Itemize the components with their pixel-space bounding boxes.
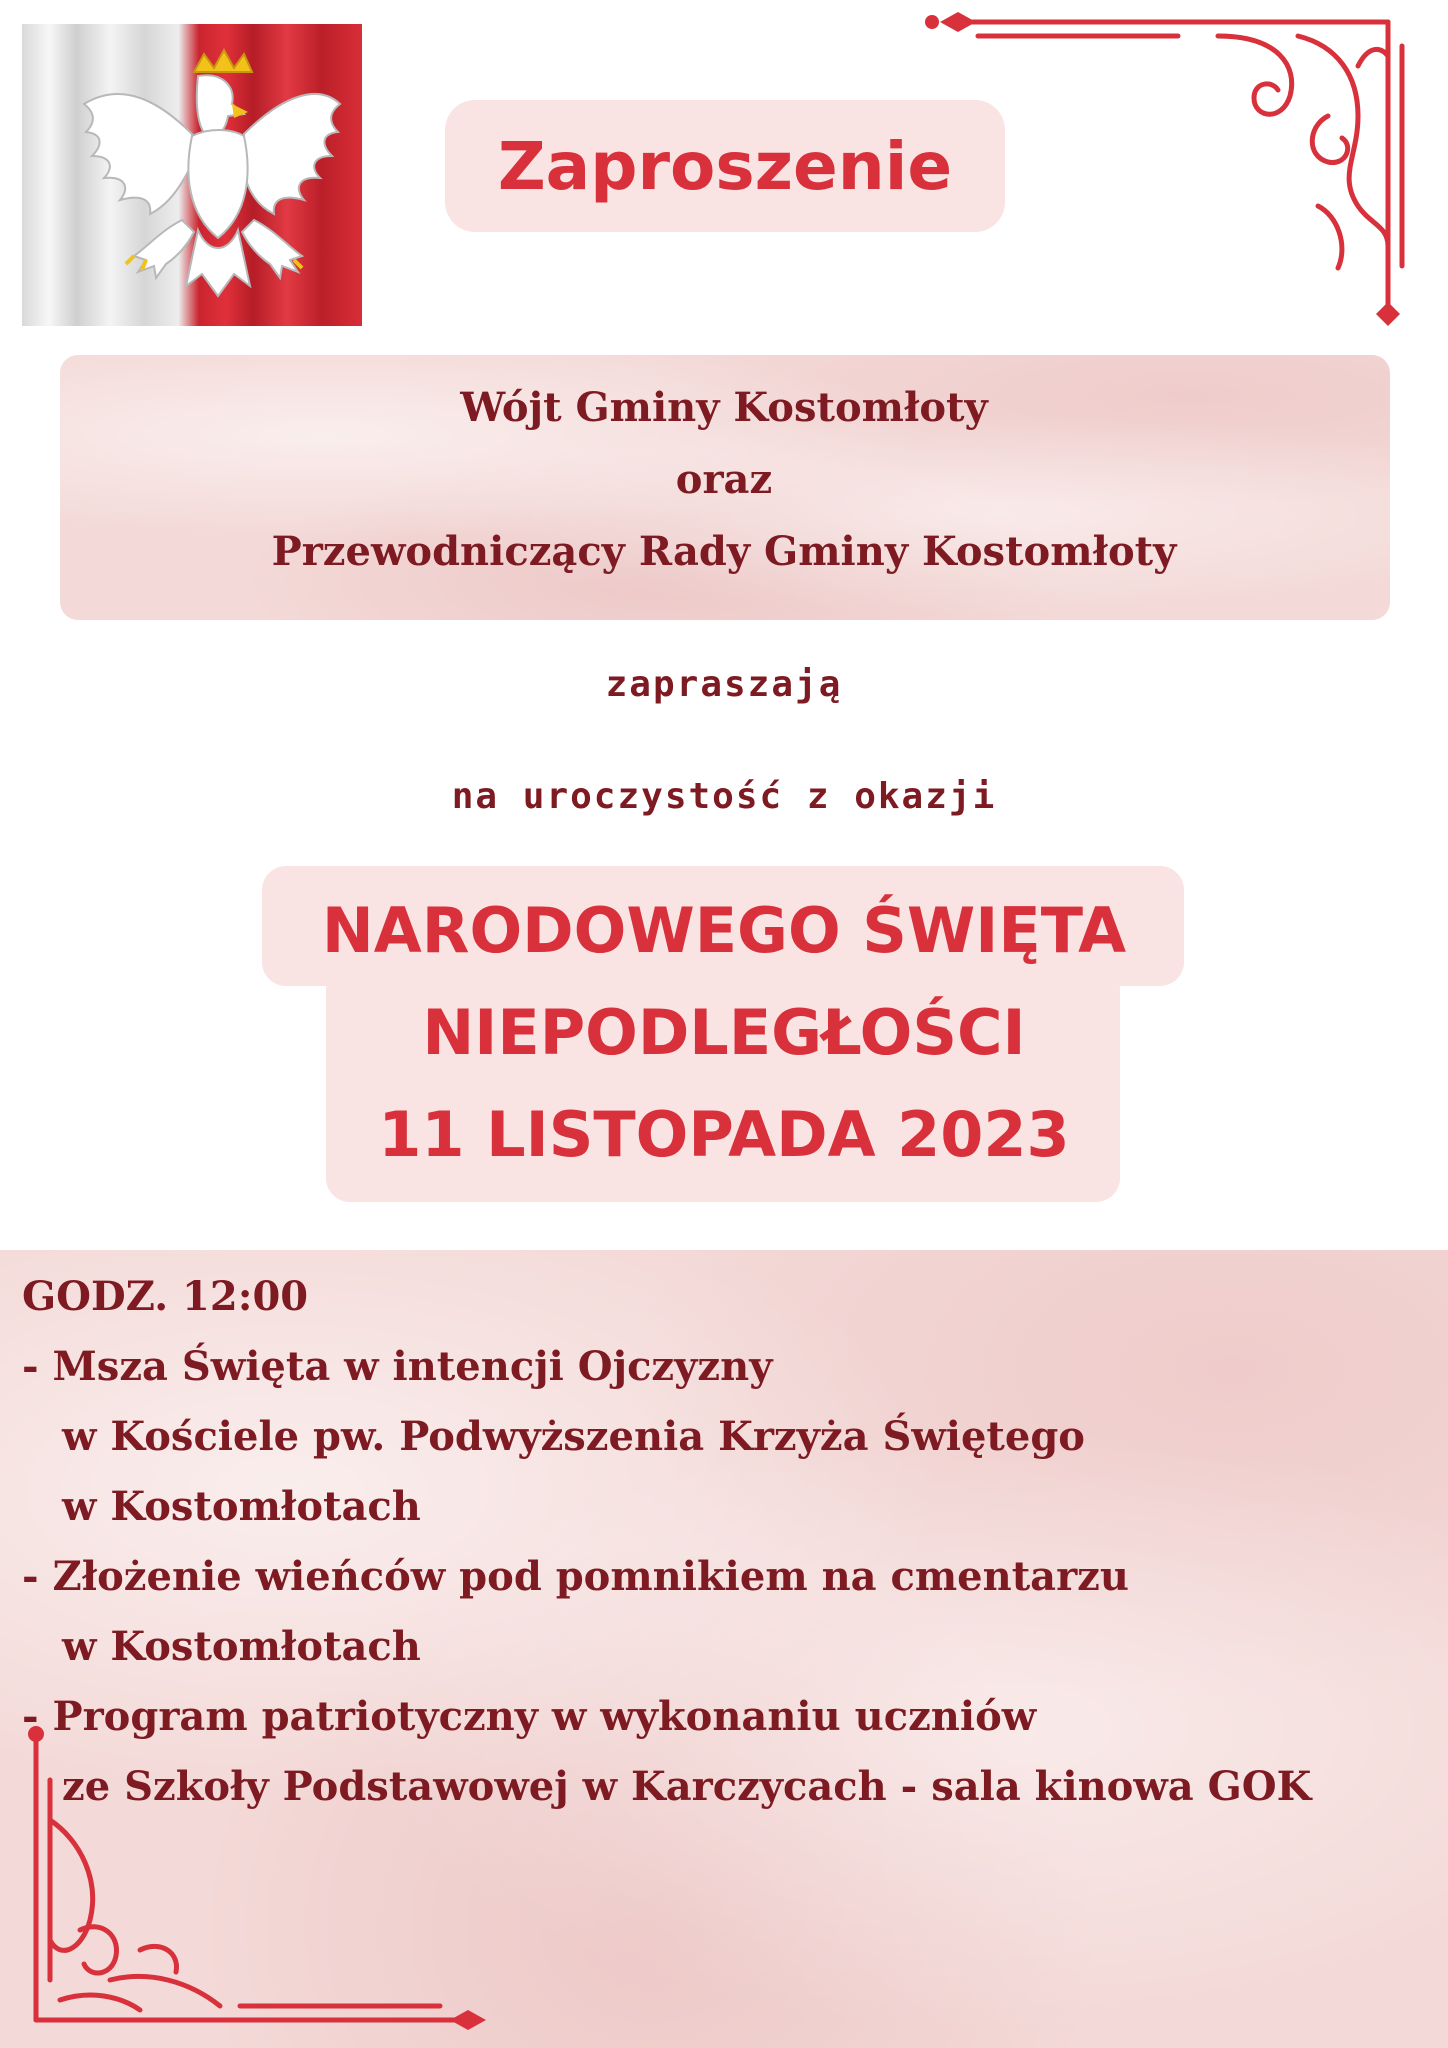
title-badge: [445, 100, 1005, 232]
event-headline: [0, 880, 1448, 1186]
program-item-mass-location: w Kościele pw. Podwyższenia Krzyża Świętego: [62, 1413, 1085, 1460]
program-time: GODZ. 12:00: [22, 1273, 309, 1320]
program-item-wreaths: - Złożenie wieńców pod pomnikiem na cmentarzu: [22, 1553, 1129, 1600]
headline-line-2: NIEPODLEGŁOŚCI: [422, 996, 1026, 1069]
headline-line-1: NARODOWEGO ŚWIĘTA: [321, 894, 1127, 967]
program-item-mass-town: w Kostomłotach: [62, 1483, 421, 1530]
program-item-wreaths-town: w Kostomłotach: [62, 1623, 421, 1670]
invite-occasion: na uroczystość z okazji: [451, 776, 997, 817]
host-line-mayor: Wójt Gminy Kostomłoty: [460, 384, 988, 431]
headline-date: 11 LISTOPADA 2023: [378, 1098, 1070, 1171]
program-item-mass: - Msza Święta w intencji Ojczyzny: [22, 1343, 773, 1390]
host-line-conjunction: oraz: [675, 456, 773, 503]
program-item-patriotic-show: - Program patriotyczny w wykonaniu uczniów: [22, 1693, 1037, 1740]
event-program: [22, 1262, 1432, 1822]
page-title: Zaproszenie: [497, 127, 953, 205]
polish-eagle-emblem-icon: [22, 24, 362, 326]
hosts-block: [0, 372, 1448, 588]
host-line-council-chair: Przewodniczący Rady Gminy Kostomłoty: [271, 528, 1177, 575]
program-item-patriotic-show-venue: ze Szkoły Podstawowej w Karczycach - sala kinowa GOK: [62, 1763, 1312, 1810]
invite-verb: zapraszają: [605, 664, 843, 705]
